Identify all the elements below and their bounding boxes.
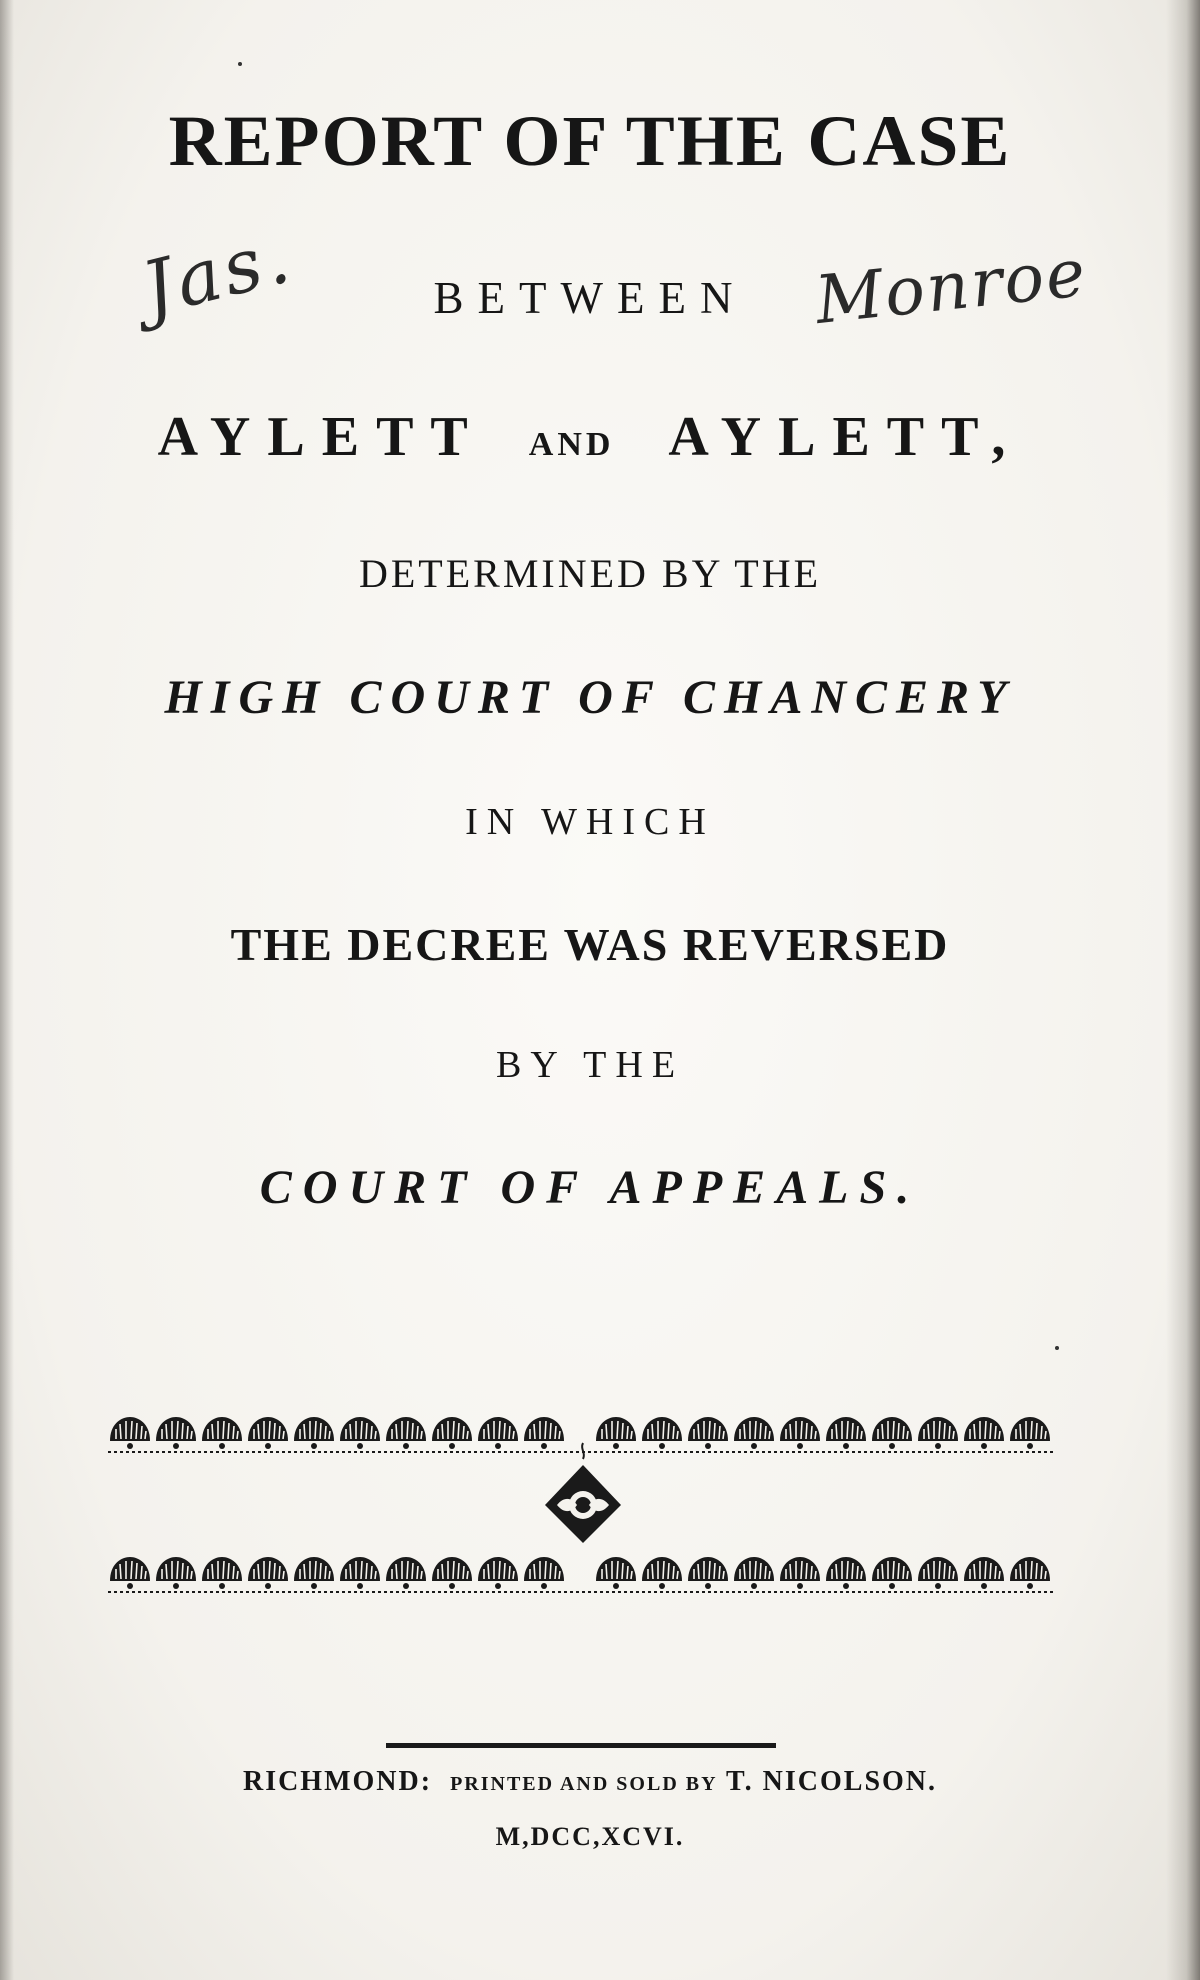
ink-speck (238, 62, 242, 66)
imprint-line (0, 1766, 1180, 1798)
imprint-date: M,DCC,XCVI. (495, 1822, 685, 1851)
imprint-printer: T. NICOLSON. (726, 1766, 938, 1797)
imprint-rule (386, 1743, 776, 1748)
signature-first-name: Jas. (133, 212, 302, 334)
report-title: REPORT OF THE CASE (168, 101, 1012, 181)
upper-court-line: COURT OF APPEALS. (259, 1161, 921, 1214)
between-line: BETWEEN (433, 273, 747, 323)
parties-line (0, 405, 1180, 469)
determined-line: DETERMINED BY THE (358, 551, 822, 596)
and-word: AND (528, 426, 615, 463)
party-one: AYLETT (157, 406, 484, 468)
by-the-line: BY THE (495, 1044, 685, 1086)
ornament-border-bottom (108, 1557, 1054, 1592)
printers-ornament (108, 1415, 1058, 1595)
ink-speck (1055, 1346, 1059, 1350)
imprint-city: RICHMOND: (242, 1766, 433, 1797)
signature-last-name: Monroe (811, 233, 1091, 340)
ornament-border-top (108, 1417, 1054, 1452)
party-two: AYLETT, (668, 406, 1023, 468)
decree-line: THE DECREE WAS REVERSED (230, 919, 950, 970)
imprint-printed-by: PRINTED AND SOLD BY (450, 1773, 718, 1795)
fleuron-icon (545, 1443, 621, 1543)
lower-court-line: HIGH COURT OF CHANCERY (164, 671, 1016, 724)
in-which-line: IN WHICH (465, 801, 715, 843)
